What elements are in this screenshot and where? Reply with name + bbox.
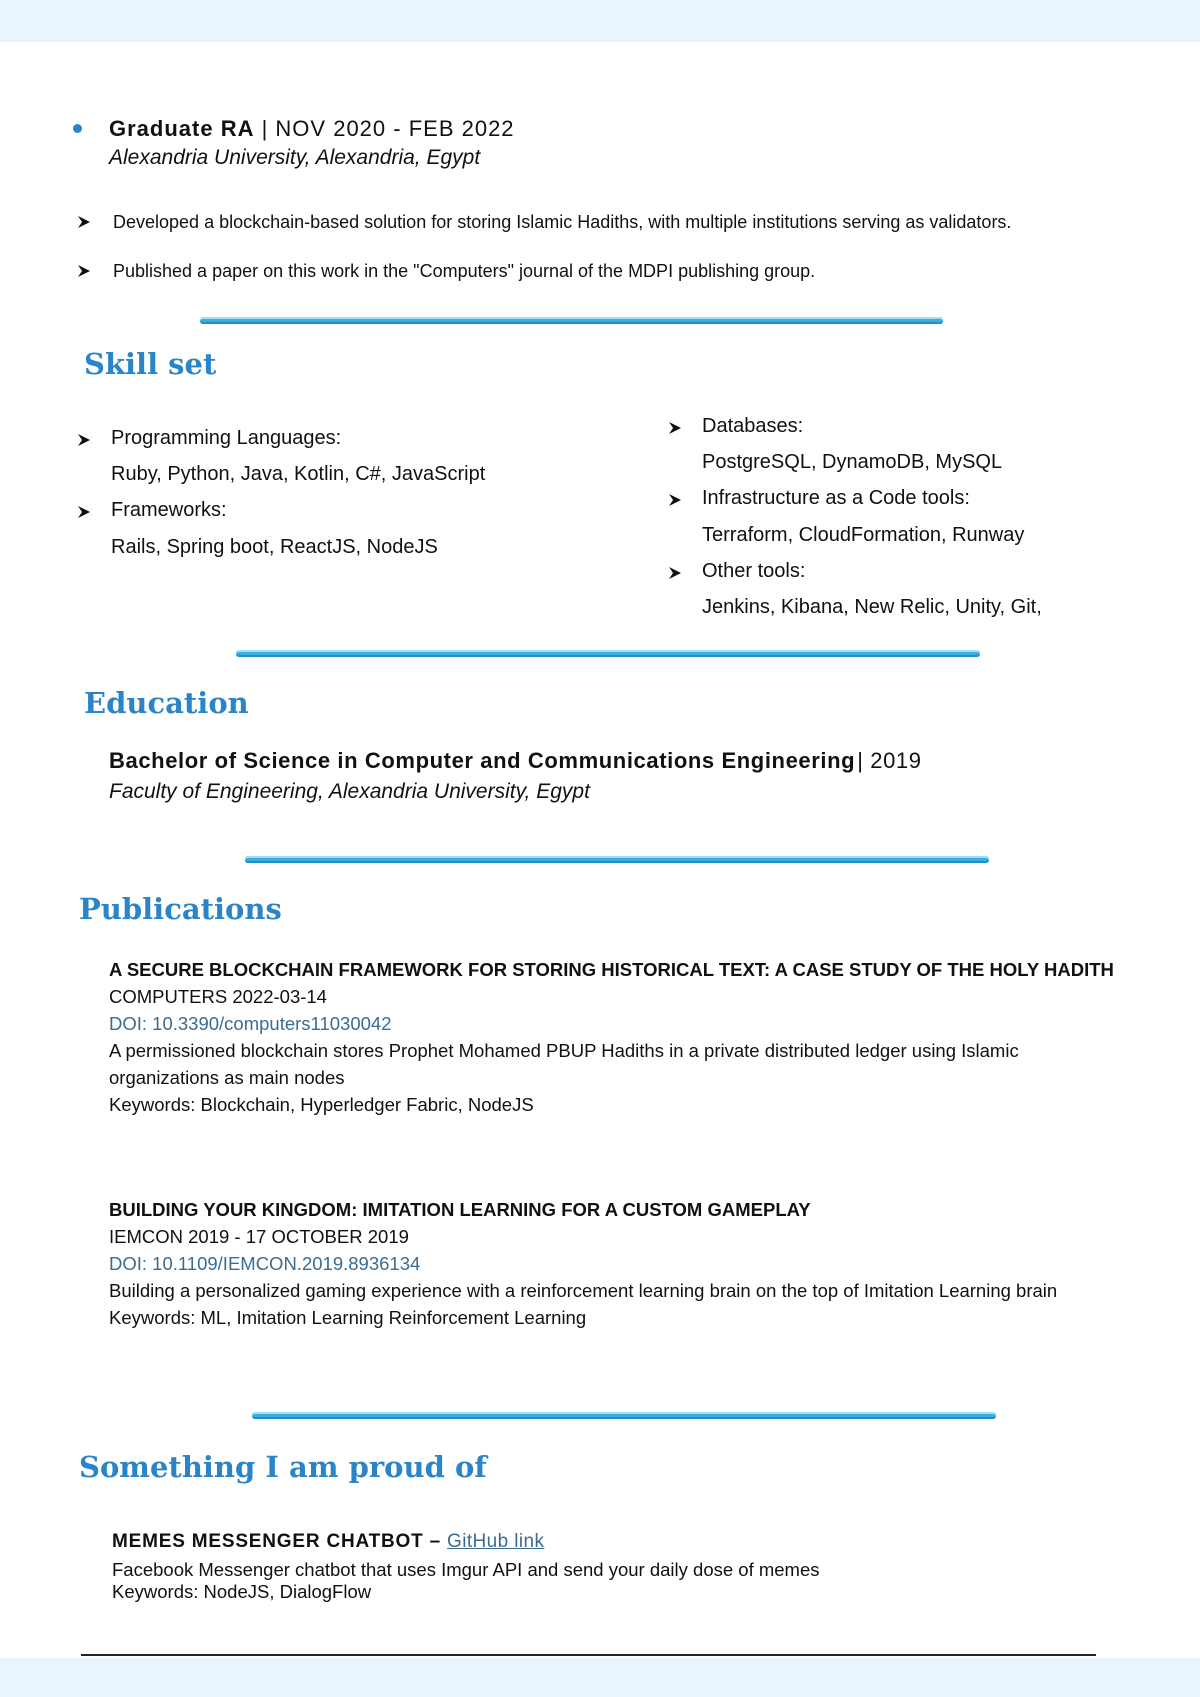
arrow-bullet-icon xyxy=(77,259,91,283)
skill-value: Ruby, Python, Java, Kotlin, C#, JavaScript xyxy=(111,463,486,485)
skill-value: PostgreSQL, DynamoDB, MySQL xyxy=(702,451,1003,473)
github-link[interactable]: GitHub link xyxy=(447,1531,545,1552)
publication-title: BUILDING YOUR KINGDOM: IMITATION LEARNING FOR A CUSTOM GAMEPLAY xyxy=(109,1199,811,1220)
section-divider xyxy=(252,1412,996,1419)
arrow-bullet-icon xyxy=(668,488,682,512)
footer-rule xyxy=(81,1654,1096,1656)
skill-label: Databases: xyxy=(702,415,804,437)
skills-heading: Skill set xyxy=(84,347,217,381)
arrow-bullet-icon xyxy=(668,416,682,440)
project-details xyxy=(112,1559,820,1603)
arrow-bullet-icon xyxy=(668,561,682,585)
degree-title: Bachelor of Science in Computer and Communications Engineering| 2019 xyxy=(109,748,922,773)
project-keywords: Keywords: NodeJS, DialogFlow xyxy=(112,1581,372,1602)
arrow-bullet-icon xyxy=(77,210,91,234)
experience-bullet: Published a paper on this work in the "Computers" journal of the MDPI publishing group. xyxy=(77,259,1037,283)
project-description: Facebook Messenger chatbot that uses Imgur API and send your daily dose of memes xyxy=(112,1559,820,1580)
publications-heading: Publications xyxy=(79,892,282,926)
section-divider xyxy=(236,650,980,657)
publication-doi[interactable]: DOI: 10.3390/computers11030042 xyxy=(109,1013,392,1034)
skill-value: Terraform, CloudFormation, Runway xyxy=(702,524,1025,546)
skill-label: Other tools: xyxy=(702,560,806,582)
publication-item xyxy=(109,956,1119,1118)
education-institution: Faculty of Engineering, Alexandria University, Egypt xyxy=(109,780,590,803)
publication-description: Building a personalized gaming experience with a reinforcement learning brain on the top of Imitation Learning brain xyxy=(109,1280,1058,1301)
publication-doi[interactable]: DOI: 10.1109/IEMCON.2019.8936134 xyxy=(109,1253,421,1274)
skill-label: Frameworks: xyxy=(111,499,227,521)
skill-label: Infrastructure as a Code tools: xyxy=(702,487,970,509)
role-bullet xyxy=(73,124,82,133)
publication-keywords: Keywords: ML, Imitation Learning Reinforcement Learning xyxy=(109,1307,587,1328)
experience-bullet: Developed a blockchain-based solution for storing Islamic Hadiths, with multiple institutions serving as validators. xyxy=(77,210,1037,234)
publication-venue: COMPUTERS 2022-03-14 xyxy=(109,986,327,1007)
publication-venue: IEMCON 2019 - 17 OCTOBER 2019 xyxy=(109,1226,409,1247)
role-title: Graduate RA | NOV 2020 - FEB 2022 xyxy=(109,116,515,141)
education-heading: Education xyxy=(84,686,249,720)
bottom-band xyxy=(0,1658,1200,1697)
arrow-bullet-icon xyxy=(77,500,91,524)
skill-label: Programming Languages: xyxy=(111,427,342,449)
proud-heading: Something I am proud of xyxy=(79,1450,487,1484)
arrow-bullet-icon xyxy=(77,428,91,452)
publication-title: A SECURE BLOCKCHAIN FRAMEWORK FOR STORING HISTORICAL TEXT: A CASE STUDY OF THE HOLY HADITH xyxy=(109,959,1114,980)
publication-keywords: Keywords: Blockchain, Hyperledger Fabric, NodeJS xyxy=(109,1094,534,1115)
skill-value: Rails, Spring boot, ReactJS, NodeJS xyxy=(111,536,438,558)
skill-value: Jenkins, Kibana, New Relic, Unity, Git, xyxy=(702,596,1042,618)
top-band xyxy=(0,0,1200,42)
publication-description: A permissioned blockchain stores Prophet Mohamed PBUP Hadiths in a private distributed ledger using Islamic organizations as main nodes xyxy=(109,1040,1019,1088)
publication-item xyxy=(109,1196,1119,1331)
project-title: MEMES MESSENGER CHATBOT – GitHub link xyxy=(112,1531,545,1552)
section-divider xyxy=(200,317,943,324)
section-divider xyxy=(245,856,989,863)
role-organization: Alexandria University, Alexandria, Egypt xyxy=(109,146,481,169)
